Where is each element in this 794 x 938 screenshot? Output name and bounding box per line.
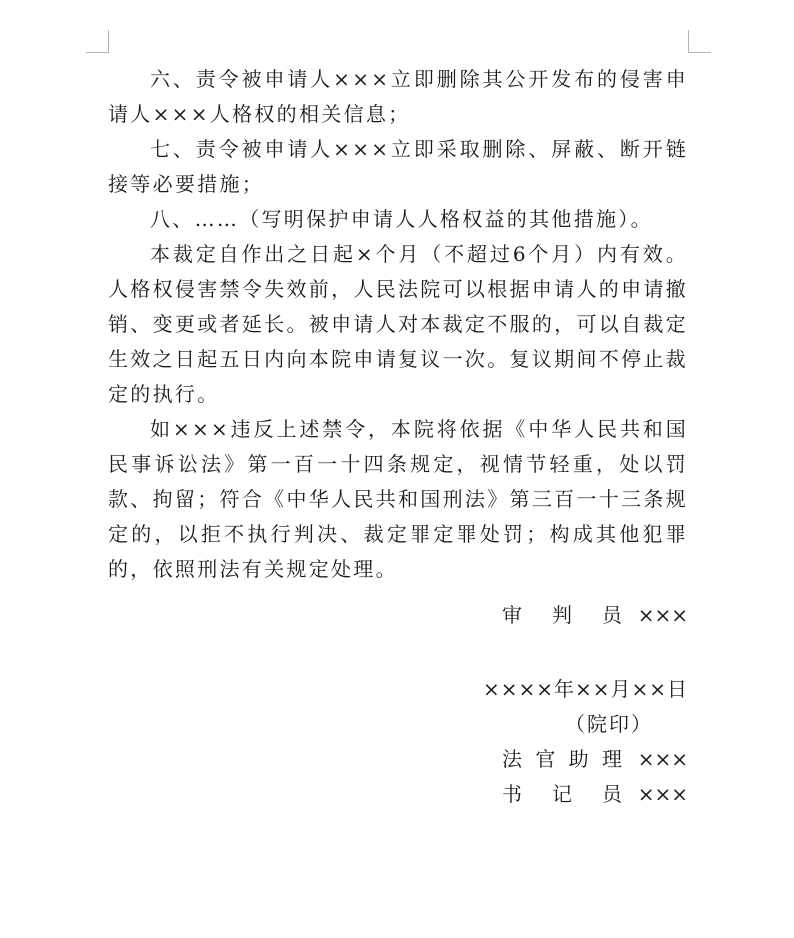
- judge-role-label: 审 判 员: [502, 603, 622, 627]
- paragraph-validity: 本裁定自作出之日起×个月（不超过6个月）内有效。人格权侵害禁令失效前，人民法院可以根据申请人的申请撤销、变更或者延长。被申请人对本裁定不服的，可以自裁定生效之日起五日内向本院申请复议一次。复议期间不停止裁定的执行。: [108, 242, 688, 406]
- clerk-signature-line: [502, 777, 688, 812]
- document-body: [108, 62, 688, 587]
- paragraph-item-6: 六、责令被申请人×××立即删除其公开发布的侵害申请人×××人格权的相关信息；: [108, 67, 688, 126]
- judge-name: ×××: [637, 603, 688, 627]
- paragraph-item-8: 八、……（写明保护申请人人格权益的其他措施）。: [150, 207, 653, 231]
- judge-signature-line: [502, 598, 688, 633]
- assistant-signature-line: [502, 742, 688, 777]
- clerk-role-label: 书 记 员: [502, 782, 622, 806]
- ruling-date: ××××年××月××日: [482, 677, 688, 701]
- paragraph-item-7: 七、责令被申请人×××立即采取删除、屏蔽、断开链接等必要措施；: [108, 137, 688, 196]
- assistant-role-label: 法 官 助 理: [502, 747, 622, 771]
- clerk-name: ×××: [637, 782, 688, 806]
- paragraph-penalty: 如×××违反上述禁令，本院将依据《中华人民共和国民事诉讼法》第一百一十四条规定，视情节轻重，处以罚款、拘留；符合《中华人民共和国刑法》第三百一十三条规定的，以拒不执行判决、裁定罪定罪处罚；构成其他犯罪的，依照刑法有关规定处理。: [108, 417, 688, 581]
- assistant-name: ×××: [637, 747, 688, 771]
- court-seal-note: （院印）: [565, 712, 653, 736]
- top-left-crop-mark: [86, 30, 109, 53]
- top-right-crop-mark: [688, 30, 711, 53]
